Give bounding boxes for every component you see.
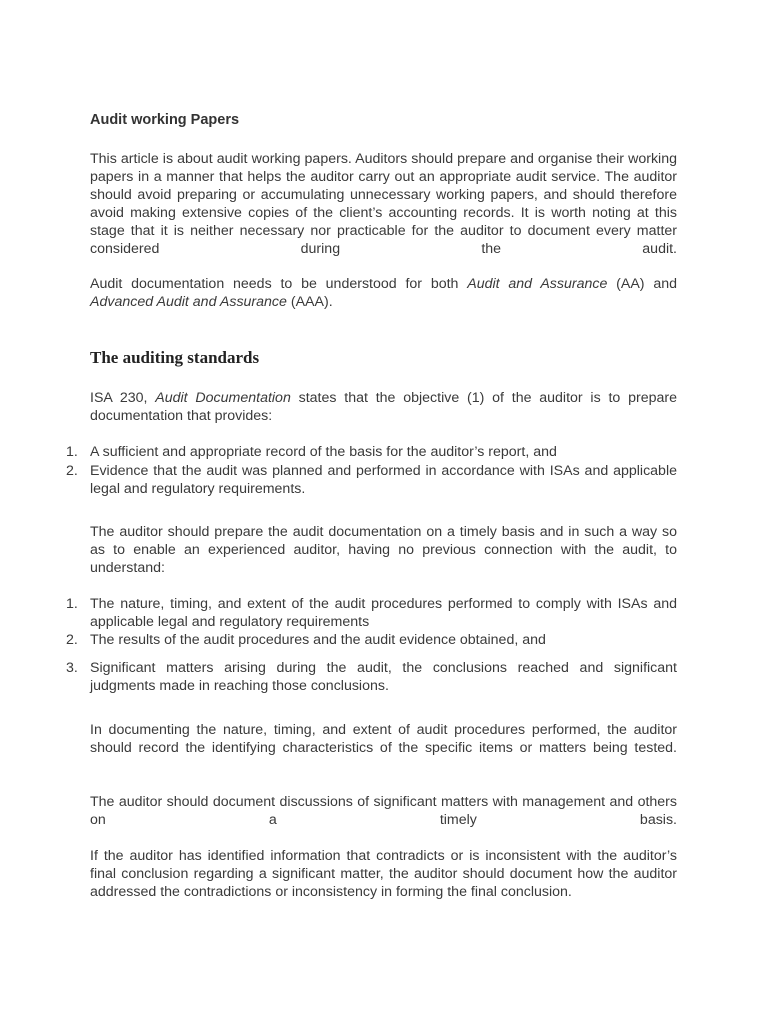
p2-prefix: Audit documentation needs to be understood for both — [90, 276, 468, 292]
list-item — [66, 631, 677, 649]
list-text: The results of the audit procedures and the audit evidence obtained, and — [90, 632, 546, 648]
list-item — [66, 443, 677, 461]
documenting-paragraph: In documenting the nature, timing, and extent of audit procedures performed, the auditor should record the identifying characteristics of the specific items or matters being tested. — [90, 722, 677, 756]
isa-title: Audit Documentation — [155, 390, 291, 406]
list-number: 2. — [66, 463, 78, 479]
isa-paragraph — [90, 389, 677, 425]
list-number: 1. — [66, 444, 78, 460]
contradicts-paragraph: If the auditor has identified information that contradicts or is inconsistent with the auditor’s final conclusion regarding a significant matter, the auditor should document how the auditor addressed the contradictions or inconsistency in forming the final conclusion. — [90, 848, 677, 900]
list-item — [66, 595, 677, 631]
list-text: The nature, timing, and extent of the audit procedures performed to comply with ISAs and applicable legal and regulatory requirements — [90, 596, 677, 630]
isa-suffix: states that the objective (1) of the auditor is to prepare documentation that provides: — [90, 390, 677, 424]
isa-prefix: ISA 230, — [90, 390, 156, 406]
document-title: Audit working Papers — [90, 112, 240, 128]
list-number: 2. — [66, 632, 78, 648]
list-number: 1. — [66, 596, 78, 612]
list-text: A sufficient and appropriate record of the basis for the auditor’s report, and — [90, 444, 557, 460]
p2-mid: (AA) and — [607, 276, 677, 292]
list-item — [66, 462, 677, 498]
timely-paragraph: The auditor should prepare the audit documentation on a timely basis and in such a way so as to enable an experienced auditor, having no previous connection with the audit, to understand: — [90, 524, 677, 576]
audit-documentation-paragraph — [90, 275, 677, 311]
aa-term: Audit and Assurance — [467, 276, 608, 292]
aaa-term: Advanced Audit and Assurance — [90, 294, 287, 310]
intro-paragraph: This article is about audit working papers. Auditors should prepare and organise their working papers in a manner that helps the auditor carry out an appropriate audit service. The auditor should avoid preparing or accumulating unnecessary working papers, and should therefore avoid making extensive copies of the client’s accounting records. It is worth noting at this stage that it is neither necessary nor practicable for the auditor to document every matter considered during the audit. — [90, 151, 677, 257]
list-text: Significant matters arising during the audit, the conclusions reached and significant judgments made in reaching those conclusions. — [90, 660, 677, 694]
discussions-paragraph: The auditor should document discussions of significant matters with management and others on a timely basis. — [90, 794, 677, 828]
list-item — [66, 659, 677, 695]
list-text: Evidence that the audit was planned and performed in accordance with ISAs and applicable legal and regulatory requirements. — [90, 463, 677, 497]
p2-suffix: (AAA). — [286, 294, 333, 310]
section-heading: The auditing standards — [90, 348, 260, 367]
list-number: 3. — [66, 660, 78, 676]
